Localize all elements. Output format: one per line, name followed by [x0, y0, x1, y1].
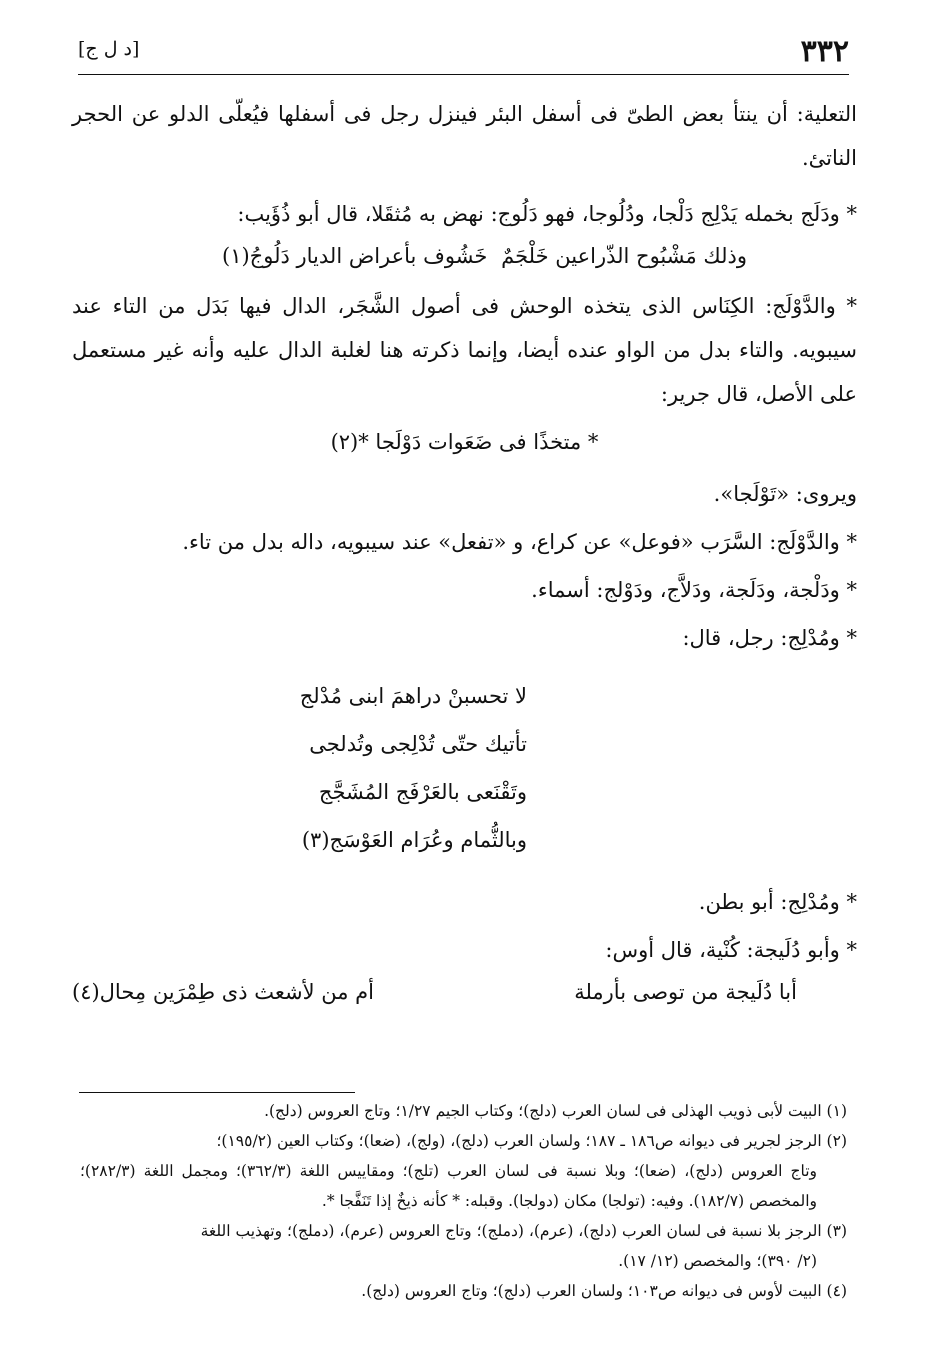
hemistich-first: وذلك مَشْبُوح الذّراعين خَلْجَمٌ [501, 244, 747, 268]
paragraph-names: * ودَلْجة، ودَلَجة، ودَلاَّج، ودَوْلج: أسماء. [531, 578, 857, 602]
rajaz-verses [72, 672, 857, 864]
footnote-separator [79, 1092, 355, 1093]
paragraph-abu-dulayja: * وأبو دُلَيجة: كُنْية، قال أوس: [605, 938, 857, 962]
rajaz-line: وتَقْنَعى بالعَرْفَج المُشَجَّج [318, 780, 527, 804]
verse-jarir: * متخذًا فى ضَعَوات دَوْلَجا *(٢) [330, 430, 599, 454]
paragraph-dawlaj-sarab: * والدَّوْلَج: السَّرَب «فوعل» عن كراع، و «تفعل» عند سيبويه، داله بدل من تاء. [182, 530, 857, 554]
paragraph-dawlaj: * والدَّوْلَج: الكِنَاس الذى يتخذه الوحش فى أصول الشَّجَر، الدال فيها بَدَل من التاء عند سيبويه. والتاء بدل من الواو عنده أيضا، وإنما ذكرته هنا لغلبة الدال عليه وأنه غير مستعمل على الأصل، قال جرير: [72, 294, 857, 406]
footnote: (٣) الرجز بلا نسبة فى لسان العرب (دلج)، (عرم)، (دملج)؛ وتاج العروس (عرم)، (دملج)؛ وتهذيب اللغة [200, 1222, 847, 1240]
verse-abu-dhuayb [72, 236, 857, 276]
paragraph-mudlij: * ومُدْلِج: رجل، قال: [682, 626, 857, 650]
paragraph-taliya: التعلية: أن ينتأ بعض الطىّ فى أسفل البئر فينزل رجل فى أسفلها فيُعلّى الدلو عن الحجر الناتئ. [72, 102, 857, 170]
footnote-continuation: وتاج العروس (دلج)، (ضعا)؛ وبلا نسبة فى لسان العرب (تلج)؛ ومقاييس اللغة (٣٦٢/٣)؛ ومجمل اللغة (٢٨٢/٣)؛ والمخصص (١٨٢/٧). وفيه: (تولجا) مكان (دولجا). وقبله: * كأنه ذيخٌ إذا تَنَفَّجا *. [80, 1162, 817, 1210]
hemistich-second: خَشُوف بأعراض الديار دَلُوجُ(١) [222, 244, 488, 268]
paragraph-dalaj: * ودَلَج بخمله يَدْلِج دَلْجا، ودُلُوجا، فهو دَلُوج: نهض به مُثقَلا، قال أبو ذُؤَيب: [237, 202, 857, 226]
footnote: (١) البيت لأبى ذويب الهذلى فى لسان العرب (دلج)؛ وكتاب الجيم ١/٢٧؛ وتاج العروس (دلج). [264, 1102, 847, 1120]
footnote-continuation: (٢/ ٣٩٠)؛ والمخصص (١٢/ ١٧). [618, 1252, 817, 1270]
verse-aws [72, 972, 857, 1012]
rajaz-line: تأتيك حتّى تُدْلِجى وتُدلجى [309, 732, 527, 756]
entry-body [72, 92, 857, 1020]
paragraph-yurwa: ويروى: «تَوْلَجا». [713, 482, 857, 506]
footnotes [80, 1096, 847, 1306]
hemistich-second: أم من لأشعث ذى طِمْرَين مِحال(٤) [72, 980, 374, 1004]
paragraph-mudlij-batn: * ومُدْلِج: أبو بطن. [698, 890, 857, 914]
rajaz-line: وبالثُّمام وعُرَام العَوْسَج(٣) [301, 828, 527, 852]
running-head: [د ل ج] [78, 38, 140, 60]
footnote: (٤) البيت لأوس فى ديوانه ص١٠٣؛ ولسان العرب (دلج)؛ وتاج العروس (دلج). [361, 1282, 847, 1300]
page-header [78, 34, 849, 75]
page-number: ٣٣٢ [800, 34, 849, 69]
rajaz-line: لا تحسبنْ دراهمَ ابنى مُدْلج [299, 684, 527, 708]
footnote: (٢) الرجز لجرير فى ديوانه ص١٨٦ ـ ١٨٧؛ ولسان العرب (دلج)، (ولج)، (ضعا)؛ وكتاب العين (١٩٥/٢)؛ [216, 1132, 847, 1150]
hemistich-first: أبا دُلَيجة من توصى بأرملة [574, 980, 797, 1004]
